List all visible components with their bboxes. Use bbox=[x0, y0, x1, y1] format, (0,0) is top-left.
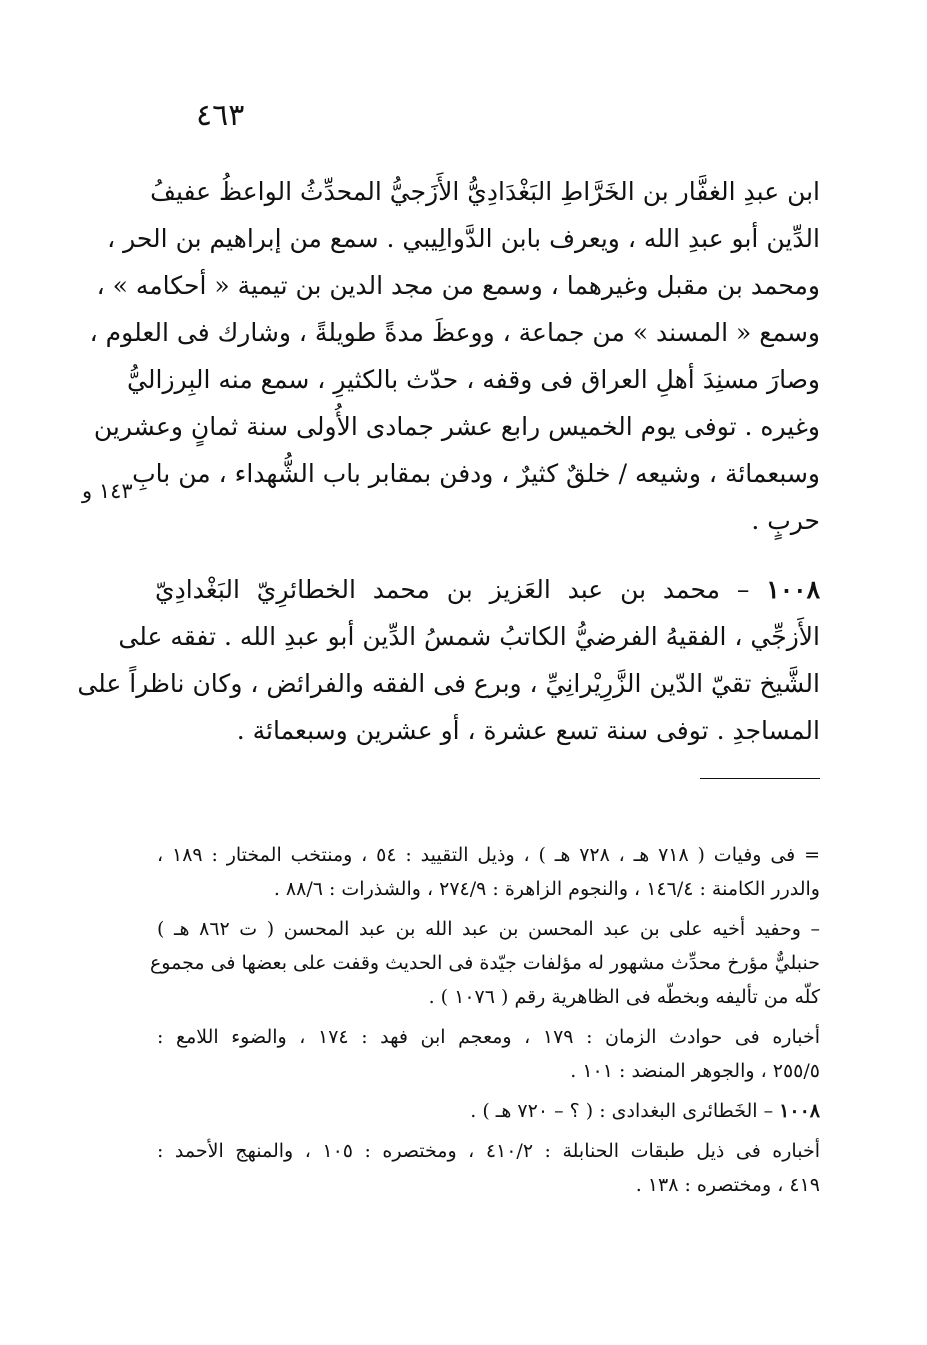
footnote-line: حنبليٌّ مؤرخ محدِّث مشهور له مؤلفات جيّدة فى الحديث وقفت على بعضها فى مجموع bbox=[149, 952, 820, 974]
footnote-entry-number: ١٠٠٨ bbox=[779, 1100, 820, 1122]
text-line: حربٍ . bbox=[751, 506, 820, 535]
text-line: ابن عبدِ الغفَّار بن الخَرَّاطِ البَغْدَادِيُّ الأَزَجيُّ المحدِّثُ الواعظُ عفيفُ bbox=[150, 177, 820, 206]
footnote-line: ٤١٩ ، ومختصره : ١٣٨ . bbox=[635, 1174, 820, 1196]
text-line: وصارَ مسنِدَ أهلِ العراق فى وقفه ، حدّث بالكثيرِ ، سمع منه البِرزاليُّ bbox=[127, 365, 820, 394]
page-number: ٤٦٣ bbox=[196, 98, 245, 133]
footnote-line: أخباره فى حوادث الزمان : ١٧٩ ، ومعجم ابن فهد : ١٧٤ ، والضوء اللامع : bbox=[157, 1026, 821, 1048]
text-line: وسمع « المسند » من جماعة ، ووعظَ مدةً طويلةً ، وشارك فى العلوم ، bbox=[89, 318, 820, 347]
entry-number: ١٠٠٨ bbox=[766, 575, 820, 604]
footnote-line: ٢٥٥/٥ ، والجوهر المنضد : ١٠١ . bbox=[570, 1060, 820, 1082]
footnote-line: = فى وفيات ( ٧١٨ هـ ، ٧٢٨ هـ ) ، وذيل التقييد : ٥٤ ، ومنتخب المختار : ١٨٩ ، bbox=[157, 844, 821, 866]
footnote-entry-line bbox=[157, 1094, 820, 1128]
footnote-line: أخباره فى ذيل طبقات الحنابلة : ٤١٠/٢ ، ومختصره : ١٠٥ ، والمنهج الأحمد : bbox=[157, 1140, 820, 1162]
footnote-entry-text: – الخَطائرى البغدادى : ( ؟ – ٧٢٠ هـ ) . bbox=[470, 1100, 774, 1122]
text-line: ومحمد بن مقبل وغيرهما ، وسمع من مجد الدين بن تيمية « أحكامه » ، bbox=[96, 271, 820, 300]
text-line: الأَزجِّي ، الفقيهُ الفرضيُّ الكاتبُ شمسُ الدِّين أبو عبدِ الله . تفقه على bbox=[118, 622, 820, 651]
text-line: وسبعمائة ، وشيعه / خلقٌ كثيرٌ ، ودفن بمقابر باب الشُّهداء ، من بابِ bbox=[132, 459, 820, 488]
footnote-line: والدرر الكامنة : ١٤٦/٤ ، والنجوم الزاهرة : ٢٧٤/٩ ، والشذرات : ٨٨/٦ . bbox=[273, 878, 820, 900]
text-line: الدِّين أبو عبدِ الله ، ويعرف بابن الدَّوالِيبي . سمع من إبراهيم بن الحر ، bbox=[107, 224, 820, 253]
text-line: الشَّيخ تقيّ الدّين الزَّرِيْرانِيِّ ، وبرع فى الفقه والفرائض ، وكان ناظراً على bbox=[77, 669, 820, 698]
entry-heading-line bbox=[155, 566, 820, 613]
text-line: وغيره . توفى يوم الخميس رابع عشر جمادى الأُولى سنة ثمانٍ وعشرين bbox=[93, 412, 820, 441]
footnote-line: كلّه من تأليفه وبخطّه فى الظاهرية رقم ( ١٠٧٦ ) . bbox=[428, 986, 820, 1008]
footnotes bbox=[149, 838, 821, 1202]
entry-heading-text: – محمد بن عبد العَزيز بن محمد الخطائرِيّ البَغْدادِيّ bbox=[155, 575, 750, 604]
entry-1008 bbox=[77, 566, 820, 754]
footnote-line: – وحفيد أخيه على بن عبد المحسن بن عبد الله بن عبد المحسن ( ت ٨٦٢ هـ ) bbox=[157, 918, 820, 940]
margin-folio-note: ١٤٣ و bbox=[82, 479, 133, 503]
footnote-separator bbox=[700, 778, 820, 779]
text-line: المساجدِ . توفى سنة تسع عشرة ، أو عشرين وسبعمائة . bbox=[236, 716, 820, 745]
